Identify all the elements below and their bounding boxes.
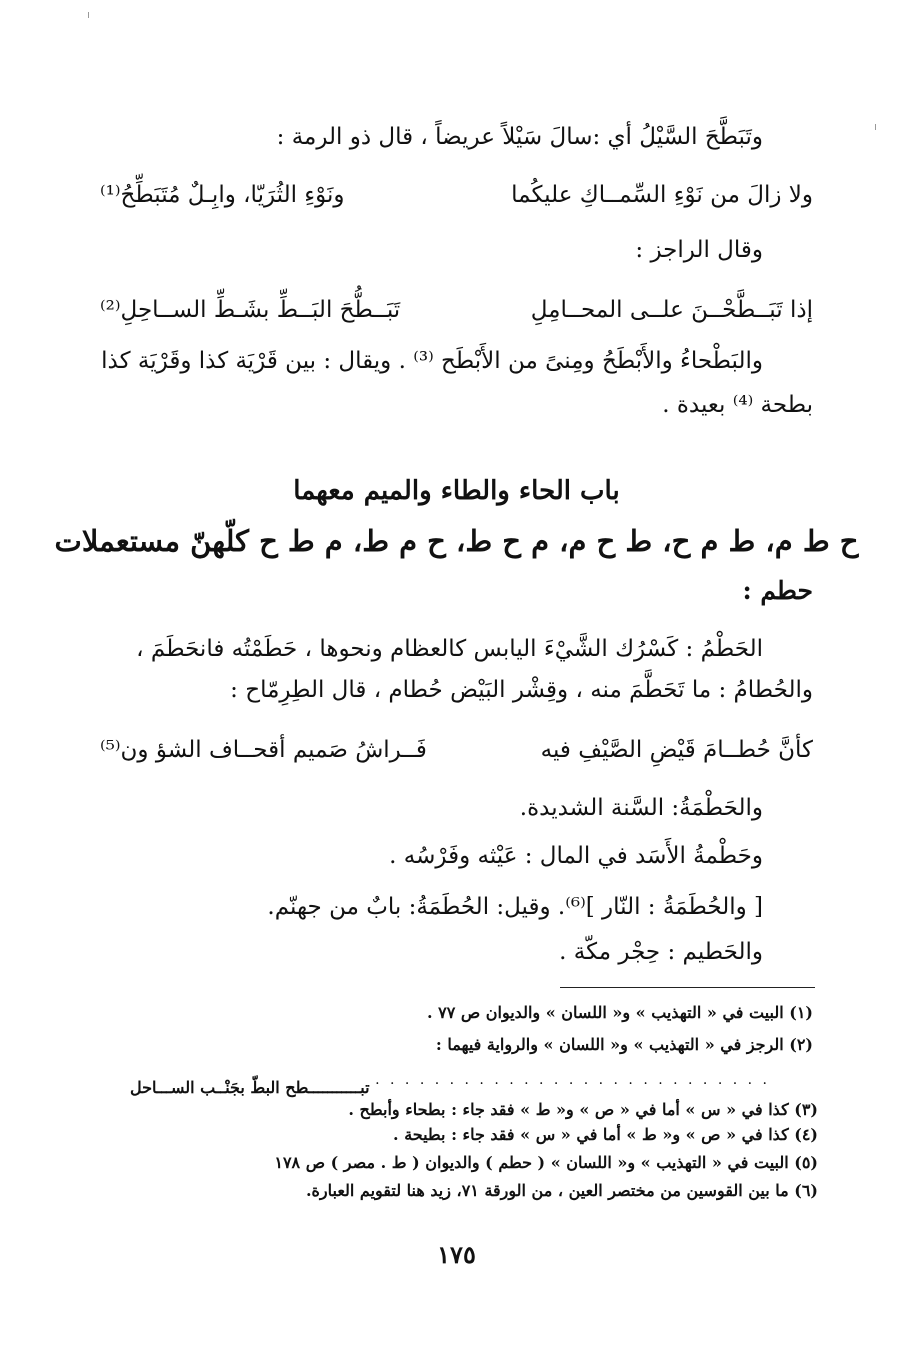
text-line-batha-cont: بطحة ⁽⁴⁾ بعيدة .	[662, 392, 813, 418]
verse-hemistich-second: تَبَــطُّحَ البَــطِّ بشَـطِّ الســاحِلِ⁽²⁾	[100, 297, 401, 323]
verse-hemistich-first: كأنَّ حُطــامَ قَيْضِ الصَّيْفِ فيه	[540, 737, 813, 763]
verse-tirimmah	[100, 733, 813, 767]
scan-mark-side	[875, 124, 876, 130]
page-number: ١٧٥	[437, 1240, 476, 1269]
footnote-3: (٣) كذا في « س » أما في « ص » و« ط » فقد جاء : بطحاء وأبطح .	[348, 1100, 818, 1119]
footnote-2-verse: تبـــــــــــطح البطّ بجَنْــب الســـاحل	[130, 1078, 370, 1097]
footnote-1: (١) البيت في « التهذيب » و« اللسان » والديوان ص ٧٧ .	[426, 1003, 813, 1022]
text-line-hatim: والحَطيم : حِجْر مكّة .	[559, 939, 763, 965]
text-line-hatma: والحَطْمَةُ: السَّنة الشديدة.	[519, 795, 763, 821]
scan-mark-top	[88, 12, 89, 18]
entry-heading: حطم :	[742, 576, 813, 605]
footnote-separator	[560, 987, 815, 988]
text-line-hatm: الحَطْمُ : كَسْرُك الشَّيْءَ اليابس كالعظام ونحوها ، حَطَمْتُه فانحَطَمَ ،	[136, 636, 763, 662]
text-line-batha: والبَطْحاءُ والأَبْطَحُ ومِنىً من الأَبْطَح ⁽³⁾ . ويقال : بين قَرْيَة كذا وقَرْيَة كذا	[101, 348, 763, 374]
section-title: باب الحاء والطاء والميم معهما	[293, 476, 620, 506]
text-line-hutam: والحُطامُ : ما تَحَطَّمَ منه ، وقِشْر البَيْض حُطام ، قال الطِرِمّاح :	[230, 677, 813, 703]
verse-hemistich-first: ولا زالَ من نَوْءِ السِّمــاكِ عليكُما	[511, 182, 813, 208]
verse-dhu-al-rumma	[100, 178, 813, 212]
footnote-6: (٦) ما بين القوسين من مختصر العين ، من الورقة ٧١، زيد هنا لتقويم العبارة.	[305, 1181, 818, 1200]
text-line-tabattaha: وتَبَطَّحَ السَّيْلُ أي :سالَ سَيْلاً عريضاً ، قال ذو الرمة :	[276, 124, 763, 150]
footnote-4: (٤) كذا في « ص » و« ط » أما في « س » فقد جاء : بطيحة .	[393, 1125, 818, 1144]
verse-hemistich-second: ونَوْءِ الثُرَيّا، وابِـلٌ مُتَبَطِّحُ⁽¹⁾	[100, 182, 345, 208]
verse-hemistich-second: فَــراشُ صَميم أقحــاف الشؤ ون⁽⁵⁾	[100, 737, 427, 763]
footnote-2-dots: . . . . . . . . . . . . . . . . . . . . . . . . . . .	[375, 1072, 770, 1088]
footnote-2: (٢) الرجز في « التهذيب » و« اللسان » والرواية فيهما :	[435, 1035, 813, 1054]
text-line-rajiz: وقال الراجز :	[635, 237, 763, 263]
text-line-hutama: [ والحُطَمَةُ : النّار ]⁽⁶⁾. وقيل: الحُطَمَةُ: بابٌ من جهنّم.	[267, 894, 763, 920]
text-line-hatmat-al-asad: وحَطْمةُ الأَسَد في المال : عَيْثه وفَرْسُه .	[389, 843, 763, 869]
verse-hemistich-first: إذا تَبَــطَّحْــنَ علــى المحــامِلِ	[530, 297, 813, 323]
footnote-5: (٥) البيت في « التهذيب » و« اللسان » ( حطم ) والديوان ( ط . مصر ) ص ١٧٨	[274, 1153, 818, 1172]
section-subtitle: ح ط م، ط م ح، ط ح م، م ح ط، ح م ط، م ط ح كلّهنّ مستعملات	[54, 524, 859, 558]
verse-rajiz	[100, 293, 813, 327]
